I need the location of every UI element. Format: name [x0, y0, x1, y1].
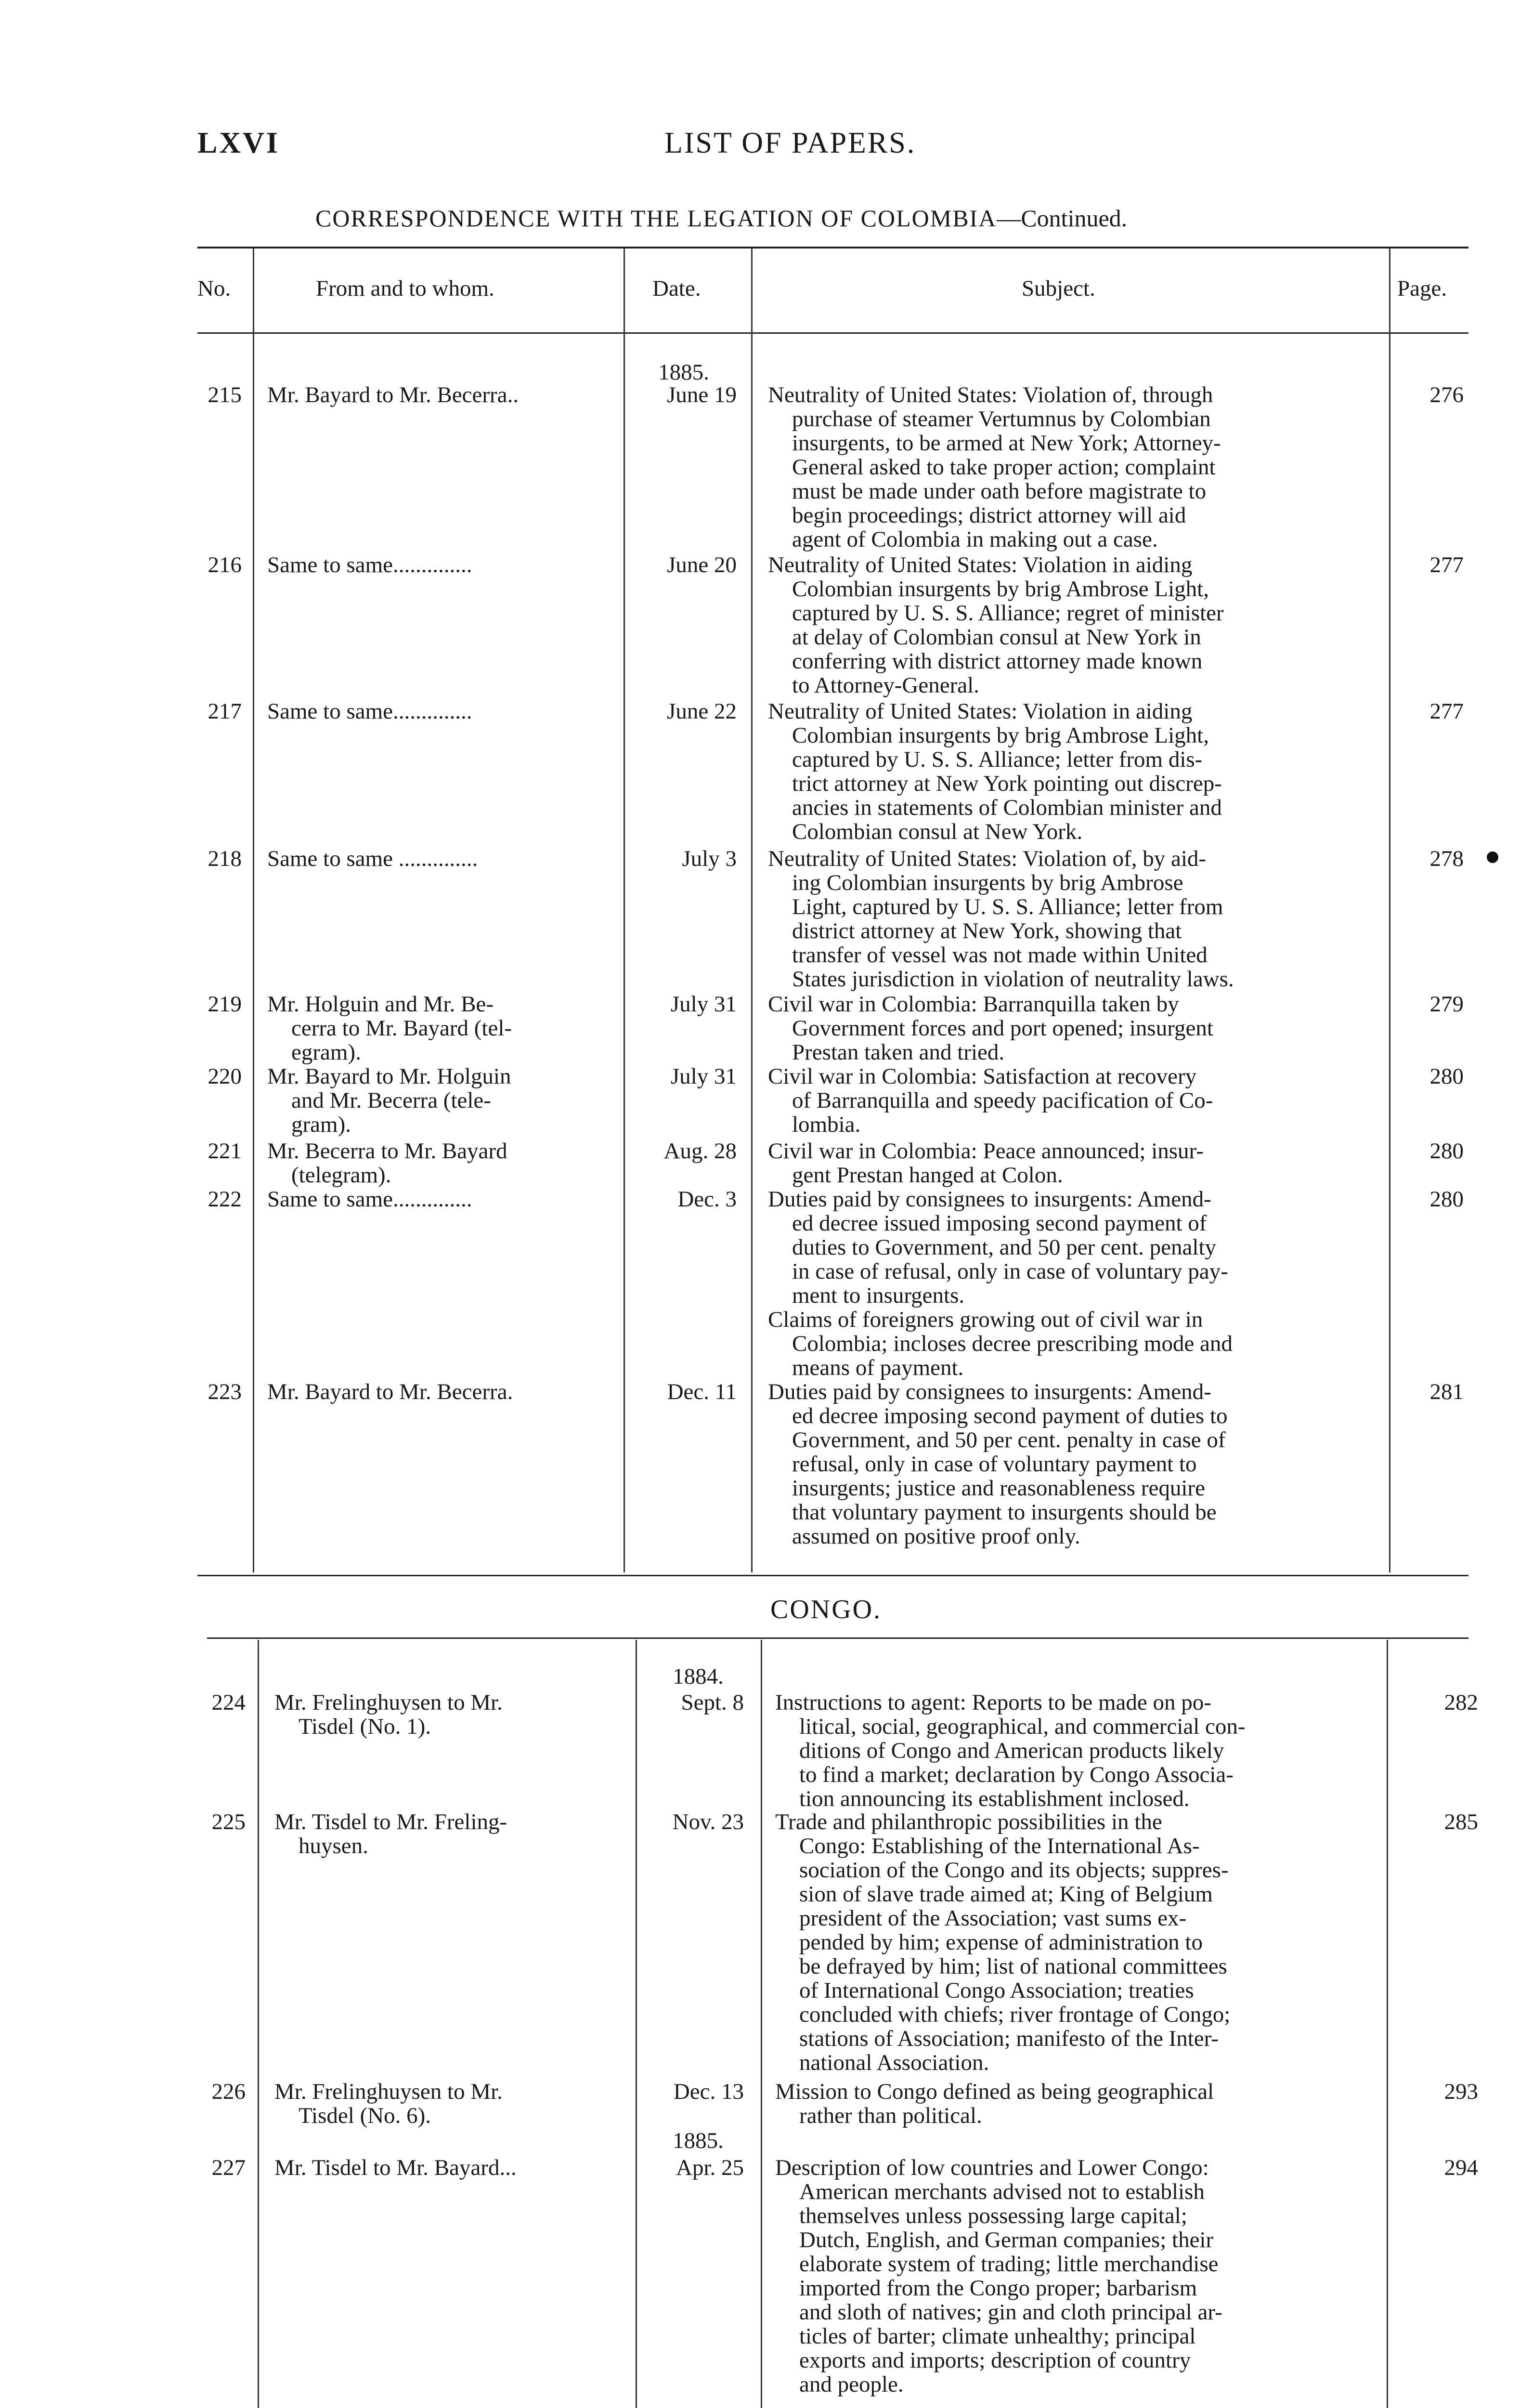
- subject-line: ticles of barter; climate unhealthy; principal: [799, 2324, 1196, 2349]
- subject-line: Colombian insurgents by brig Ambrose Light,: [792, 576, 1209, 602]
- row-number: 225: [211, 1809, 246, 1834]
- subject-line: district attorney at New York, showing that: [792, 918, 1182, 943]
- page-reference: 281: [1429, 1379, 1464, 1404]
- page-reference: 276: [1429, 382, 1464, 407]
- from-to-line: Mr. Bayard to Mr. Becerra..: [267, 382, 519, 407]
- subject-line: ancies in statements of Colombian minister and: [792, 795, 1222, 820]
- subject-line: States jurisdiction in violation of neutrality laws.: [792, 967, 1234, 992]
- page-reference: 277: [1429, 699, 1464, 724]
- page-reference: 294: [1444, 2155, 1478, 2180]
- column-divider-2: [624, 248, 625, 1572]
- subject-line: ed decree imposing second payment of duties to: [792, 1403, 1228, 1428]
- row-number: 222: [208, 1187, 242, 1212]
- subject-line: means of payment.: [792, 1355, 964, 1380]
- subject-line: Colombia; incloses decree prescribing mode and: [792, 1331, 1233, 1356]
- row-number: 218: [208, 846, 242, 871]
- subject-line: Instructions to agent: Reports to be made on po-: [775, 1690, 1211, 1715]
- header-bottom-rule: [197, 332, 1468, 334]
- date-cell: July 31: [670, 992, 737, 1017]
- column-divider-3: [751, 248, 753, 1572]
- from-to-line: Same to same..............: [267, 1187, 472, 1212]
- date-cell: July 3: [682, 846, 737, 871]
- subject-line: Colombian insurgents by brig Ambrose Light,: [792, 723, 1209, 748]
- subject-line: elaborate system of trading; little merchandise: [799, 2251, 1219, 2277]
- subject-line: president of the Association; vast sums ex-: [799, 1906, 1187, 1931]
- page-reference: 280: [1429, 1139, 1464, 1164]
- from-to-cell: [267, 383, 619, 407]
- subject-line: gent Prestan hanged at Colon.: [792, 1163, 1063, 1188]
- colombia-table-bottom-rule: [197, 1575, 1468, 1576]
- page-reference: 277: [1429, 552, 1464, 577]
- subject-line: tion announcing its establishment inclosed.: [799, 1786, 1190, 1811]
- subject-cell: [768, 1139, 1379, 1187]
- from-to-line: Tisdel (No. 1).: [299, 1714, 431, 1739]
- subject-cell: [775, 1690, 1387, 1811]
- page-reference: 282: [1444, 1690, 1478, 1715]
- subject-line: exports and imports; description of country: [799, 2348, 1191, 2373]
- page-title: LIST OF PAPERS.: [664, 127, 916, 159]
- subject-cell: [768, 992, 1379, 1064]
- subject-line: Neutrality of United States: Violation of, by aid-: [768, 846, 1207, 871]
- subject-line: Congo: Establishing of the International As-: [799, 1833, 1200, 1858]
- congo-section-title: CONGO.: [770, 1595, 882, 1624]
- subject-line: Civil war in Colombia: Peace announced; insur-: [768, 1139, 1204, 1164]
- subject-line: Neutrality of United States: Violation in aiding: [768, 699, 1193, 724]
- from-to-line: cerra to Mr. Bayard (tel-: [291, 1016, 512, 1041]
- column-header-date: Date.: [652, 276, 701, 301]
- date-cell: Dec. 3: [677, 1187, 737, 1212]
- subject-cell: [775, 2156, 1387, 2396]
- subject-line: Mission to Congo defined as being geographical: [775, 2079, 1214, 2104]
- subject-line: trict attorney at New York pointing out discrep-: [792, 771, 1222, 796]
- subject-line: Duties paid by consignees to insurgents: Amend-: [768, 1187, 1211, 1212]
- subject-cell: [768, 699, 1379, 844]
- date-cell: June 22: [667, 699, 737, 724]
- subject-line: must be made under oath before magistrate to: [792, 479, 1207, 504]
- from-to-line: and Mr. Becerra (tele-: [291, 1088, 491, 1113]
- date-cell: Apr. 25: [676, 2155, 744, 2180]
- subject-line: stations of Association; manifesto of the Inter-: [799, 2026, 1219, 2051]
- from-to-line: gram).: [291, 1112, 351, 1137]
- from-to-line: Mr. Bayard to Mr. Becerra.: [267, 1379, 513, 1404]
- subject-line: purchase of steamer Vertumnus by Colombian: [792, 406, 1211, 432]
- from-to-cell: [267, 699, 619, 723]
- subject-line: and sloth of natives; gin and cloth principal ar-: [799, 2300, 1222, 2325]
- subject-line: sociation of the Congo and its objects; suppres-: [799, 1858, 1229, 1883]
- subject-line: Neutrality of United States: Violation of, through: [768, 382, 1213, 407]
- subject-line: agent of Colombia in making out a case.: [792, 527, 1158, 552]
- column-header-from-to: From and to whom.: [316, 276, 494, 301]
- subject-line: Government, and 50 per cent. penalty in case of: [792, 1427, 1226, 1453]
- subject-line: transfer of vessel was not made within United: [792, 942, 1208, 968]
- from-to-line: Same to same..............: [267, 552, 472, 577]
- congo-column-divider-3: [761, 1640, 762, 2408]
- subject-cell: [768, 553, 1379, 697]
- from-to-line: Mr. Frelinghuysen to Mr.: [274, 1690, 503, 1715]
- column-header-subject: Subject.: [1022, 276, 1095, 301]
- date-cell: Aug. 28: [663, 1139, 737, 1164]
- from-to-cell: [267, 847, 619, 871]
- subject-line: at delay of Colombian consul at New York in: [792, 625, 1201, 650]
- subject-line: imported from the Congo proper; barbarism: [799, 2276, 1197, 2301]
- subject-line: Claims of foreigners growing out of civil war in: [768, 1307, 1203, 1332]
- from-to-cell: [274, 2156, 626, 2180]
- subject-line: Colombian consul at New York.: [792, 819, 1083, 844]
- subject-cell: [768, 1187, 1379, 1380]
- from-to-line: Mr. Frelinghuysen to Mr.: [274, 2079, 503, 2104]
- year-1885: 1885.: [658, 360, 709, 385]
- page-number: LXVI: [197, 127, 280, 159]
- from-to-line: Tisdel (No. 6).: [299, 2103, 431, 2128]
- section-title-continued: —Continued.: [997, 205, 1128, 232]
- page-reference: 279: [1429, 992, 1464, 1017]
- column-header-no: No.: [197, 276, 231, 301]
- page-reference: 285: [1444, 1809, 1478, 1834]
- row-number: 227: [211, 2155, 246, 2180]
- subject-line: conferring with district attorney made known: [792, 649, 1203, 674]
- date-cell: Sept. 8: [681, 1690, 744, 1715]
- subject-line: captured by U. S. S. Alliance; regret of minister: [792, 601, 1224, 626]
- subject-line: rather than political.: [799, 2103, 982, 2128]
- from-to-line: huysen.: [299, 1833, 368, 1858]
- subject-line: litical, social, geographical, and commercial con-: [799, 1714, 1246, 1739]
- subject-line: concluded with chiefs; river frontage of Congo;: [799, 2002, 1231, 2027]
- from-to-cell: [267, 553, 619, 577]
- subject-line: to Attorney-General.: [792, 673, 979, 698]
- page-reference: 280: [1429, 1187, 1464, 1212]
- subject-line: assumed on positive proof only.: [792, 1524, 1080, 1549]
- header-top-rule: [197, 247, 1468, 249]
- from-to-line: Mr. Bayard to Mr. Holguin: [267, 1064, 511, 1089]
- row-number: 224: [211, 1690, 246, 1715]
- from-to-cell: [267, 1187, 619, 1211]
- column-header-page: Page.: [1397, 276, 1447, 301]
- congo-column-divider-2: [636, 1640, 637, 2408]
- subject-cell: [775, 2080, 1387, 2128]
- subject-line: to find a market; declaration by Congo Associa-: [799, 1762, 1234, 1787]
- from-to-line: Mr. Holguin and Mr. Be-: [267, 992, 494, 1017]
- subject-line: ing Colombian insurgents by brig Ambrose: [792, 870, 1183, 895]
- subject-line: Prestan taken and tried.: [792, 1040, 1005, 1065]
- section-title: [315, 204, 1127, 232]
- from-to-line: egram).: [291, 1040, 361, 1065]
- subject-line: that voluntary payment to insurgents should be: [792, 1500, 1217, 1525]
- subject-line: insurgents, to be armed at New York; Attorney-: [792, 431, 1221, 456]
- subject-line: duties to Government, and 50 per cent. penalty: [792, 1235, 1216, 1260]
- subject-line: ment to insurgents.: [792, 1283, 965, 1308]
- from-to-line: Mr. Tisdel to Mr. Bayard...: [274, 2155, 517, 2180]
- subject-line: be defrayed by him; list of national committees: [799, 1954, 1227, 1979]
- row-number: 221: [208, 1139, 242, 1164]
- date-cell: Dec. 13: [673, 2079, 744, 2104]
- congo-column-divider-1: [258, 1640, 259, 2408]
- date-cell: July 31: [670, 1064, 737, 1089]
- subject-cell: [768, 1064, 1379, 1137]
- subject-line: Duties paid by consignees to insurgents: Amend-: [768, 1379, 1211, 1404]
- subject-line: lombia.: [792, 1112, 861, 1137]
- from-to-cell: [267, 992, 619, 1064]
- subject-line: General asked to take proper action; complaint: [792, 455, 1216, 480]
- from-to-line: Same to same..............: [267, 699, 472, 724]
- date-cell: Dec. 11: [667, 1379, 737, 1404]
- from-to-cell: [267, 1380, 619, 1404]
- from-to-cell: [274, 1690, 626, 1739]
- page-reference: 278: [1429, 846, 1464, 871]
- from-to-line: Same to same ..............: [267, 846, 478, 871]
- subject-line: in case of refusal, only in case of voluntary pay-: [792, 1259, 1228, 1284]
- subject-line: themselves unless possessing large capital;: [799, 2203, 1187, 2228]
- subject-line: insurgents; justice and reasonableness require: [792, 1476, 1205, 1501]
- row-number: 226: [211, 2079, 246, 2104]
- subject-cell: [768, 1380, 1379, 1548]
- subject-line: Neutrality of United States: Violation in aiding: [768, 552, 1193, 577]
- subject-line: national Association.: [799, 2050, 989, 2075]
- subject-line: of Barranquilla and speedy pacification of Co-: [792, 1088, 1213, 1113]
- margin-mark-dot: [1487, 851, 1498, 863]
- subject-cell: [768, 383, 1379, 551]
- subject-line: Dutch, English, and German companies; their: [799, 2227, 1214, 2252]
- congo-column-divider-4: [1387, 1640, 1388, 2408]
- row-number: 220: [208, 1064, 242, 1089]
- subject-line: Civil war in Colombia: Barranquilla taken by: [768, 992, 1179, 1017]
- subject-line: of International Congo Association; treaties: [799, 1978, 1194, 2003]
- subject-line: ed decree issued imposing second payment of: [792, 1211, 1207, 1236]
- date-cell: June 19: [667, 382, 737, 407]
- from-to-cell: [267, 1064, 619, 1137]
- row-number: 215: [208, 382, 242, 407]
- page-reference: 293: [1444, 2079, 1478, 2104]
- year-1885-congo: 1885.: [673, 2128, 724, 2153]
- subject-line: Light, captured by U. S. S. Alliance; letter from: [792, 894, 1223, 919]
- row-number: 216: [208, 552, 242, 577]
- from-to-line: Mr. Tisdel to Mr. Freling-: [274, 1809, 507, 1834]
- subject-line: sion of slave trade aimed at; King of Belgium: [799, 1882, 1213, 1907]
- subject-cell: [768, 847, 1379, 991]
- subject-line: refusal, only in case of voluntary payment to: [792, 1452, 1197, 1477]
- column-divider-1: [253, 248, 254, 1572]
- subject-line: captured by U. S. S. Alliance; letter from dis-: [792, 747, 1203, 772]
- subject-line: begin proceedings; district attorney will aid: [792, 503, 1186, 528]
- date-cell: June 20: [667, 552, 737, 577]
- row-number: 223: [208, 1379, 242, 1404]
- from-to-cell: [274, 2080, 626, 2128]
- subject-line: American merchants advised not to establish: [799, 2179, 1205, 2204]
- subject-line: Trade and philanthropic possibilities in the: [775, 1809, 1162, 1834]
- subject-line: pended by him; expense of administration to: [799, 1930, 1203, 1955]
- subject-line: ditions of Congo and American products likely: [799, 1738, 1224, 1763]
- from-to-line: (telegram).: [291, 1163, 391, 1188]
- subject-cell: [775, 1810, 1387, 2075]
- page-reference: 280: [1429, 1064, 1464, 1089]
- subject-line: Government forces and port opened; insurgent: [792, 1016, 1213, 1041]
- from-to-line: Mr. Becerra to Mr. Bayard: [267, 1139, 507, 1164]
- from-to-cell: [274, 1810, 626, 1858]
- from-to-cell: [267, 1139, 619, 1187]
- year-1884: 1884.: [673, 1664, 724, 1689]
- column-divider-4: [1389, 248, 1390, 1572]
- section-title-main: CORRESPONDENCE WITH THE LEGATION OF COLOMBIA: [315, 205, 997, 232]
- congo-top-rule: [207, 1637, 1468, 1639]
- subject-line: and people.: [799, 2372, 904, 2397]
- row-number: 219: [208, 992, 242, 1017]
- row-number: 217: [208, 699, 242, 724]
- subject-line: Description of low countries and Lower Congo:: [775, 2155, 1209, 2180]
- date-cell: Nov. 23: [672, 1809, 744, 1834]
- subject-line: Civil war in Colombia: Satisfaction at recovery: [768, 1064, 1197, 1089]
